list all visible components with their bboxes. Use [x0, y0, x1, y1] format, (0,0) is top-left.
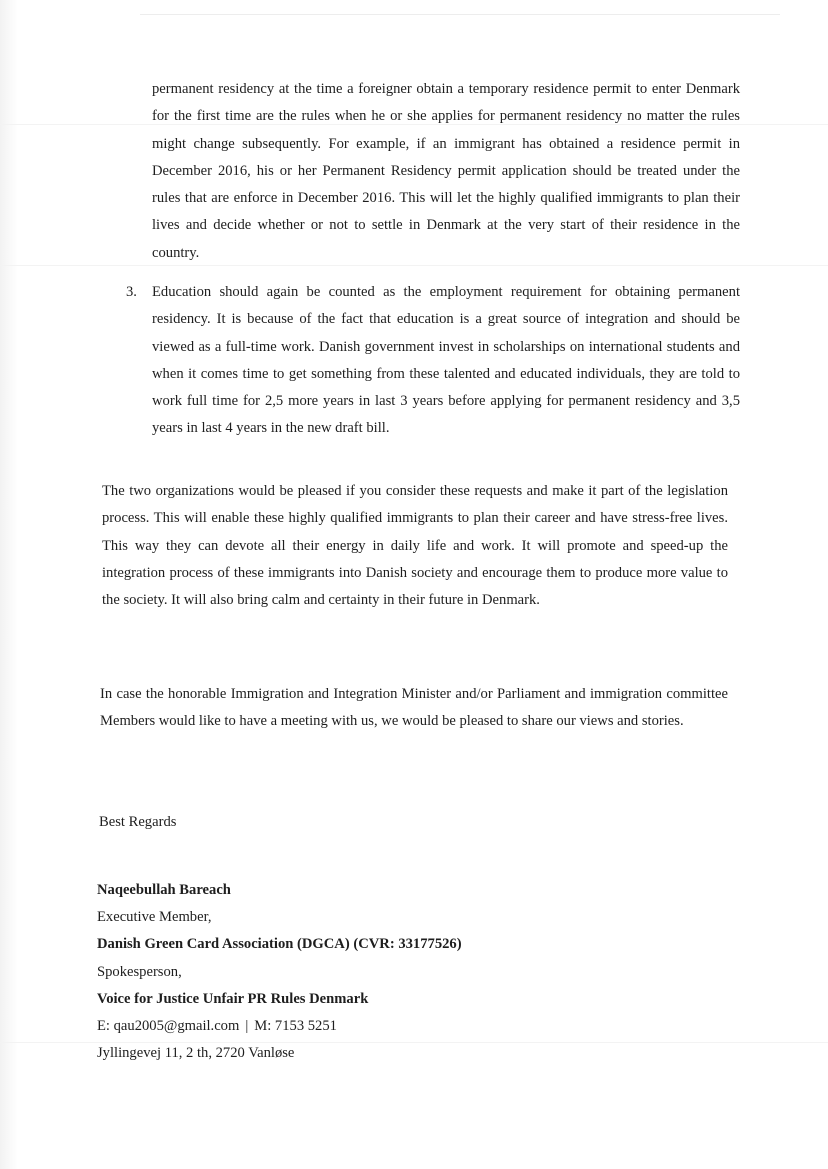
closing-salutation: Best Regards [99, 814, 177, 830]
requests-paragraph: The two organizations would be pleased if you consider these requests and make it part of the legislation process. This will enable these highly qualified immigrants to plan their career and have stress-free lives. This way they can devote all their energy in daily life and work. It will promote and speed-up the integration process of these immigrants into Danish society and encourage them to produce more value to the society. It will also bring calm and certainty in their future in Denmark. [102, 483, 728, 609]
organization-voice-for-justice: Voice for Justice Unfair PR Rules Denmark [97, 990, 369, 1007]
contact-email: E: qau2005@gmail.com [97, 1018, 240, 1035]
signer-role-executive: Executive Member, [97, 909, 212, 926]
continuation-paragraph: permanent residency at the time a foreigner obtain a temporary residence permit to enter Denmark for the first time are the rules when he or she applies for permanent residency no matter the rules might change subsequently. For example, if an immigrant has obtained a residence permit in December 2016, his or her Permanent Residency permit application should be treated under the rules that are enforce in December 2016. This will let the highly qualified immigrants to plan their lives and decide whether or not to settle in Denmark at the very start of their residence in the country. [152, 81, 740, 261]
contact-line [97, 1013, 462, 1040]
signer-name: Naqeebullah Bareach [97, 882, 231, 898]
signer-role-spokesperson: Spokesperson, [97, 963, 182, 980]
list-item-number: 3. [126, 284, 137, 300]
list-item [126, 279, 740, 443]
signature-block [97, 877, 462, 1067]
scan-edge-shadow [0, 0, 18, 1169]
scan-artifact-line [140, 14, 780, 15]
contact-mobile: M: 7153 5251 [254, 1018, 337, 1035]
contact-separator: | [245, 1018, 249, 1035]
organization-dgca: Danish Green Card Association (DGCA) (CVR: 33177526) [97, 936, 462, 953]
list-item-text: Education should again be counted as the employment requirement for obtaining permanent residency. It is because of the fact that education is a great source of integration and should be viewed as a full-time work. Danish government invest in scholarships on international students and when it comes time to get something from these talented and educated individuals, they are told to work full time for 2,5 more years in last 3 years before applying for permanent residency and 3,5 years in last 4 years in the new draft bill. [152, 284, 740, 437]
meeting-paragraph: In case the honorable Immigration and Integration Minister and/or Parliament and immigration committee Members would like to have a meeting with us, we would be pleased to share our views and stories. [100, 686, 728, 730]
contact-address: Jyllingevej 11, 2 th, 2720 Vanløse [97, 1045, 295, 1062]
